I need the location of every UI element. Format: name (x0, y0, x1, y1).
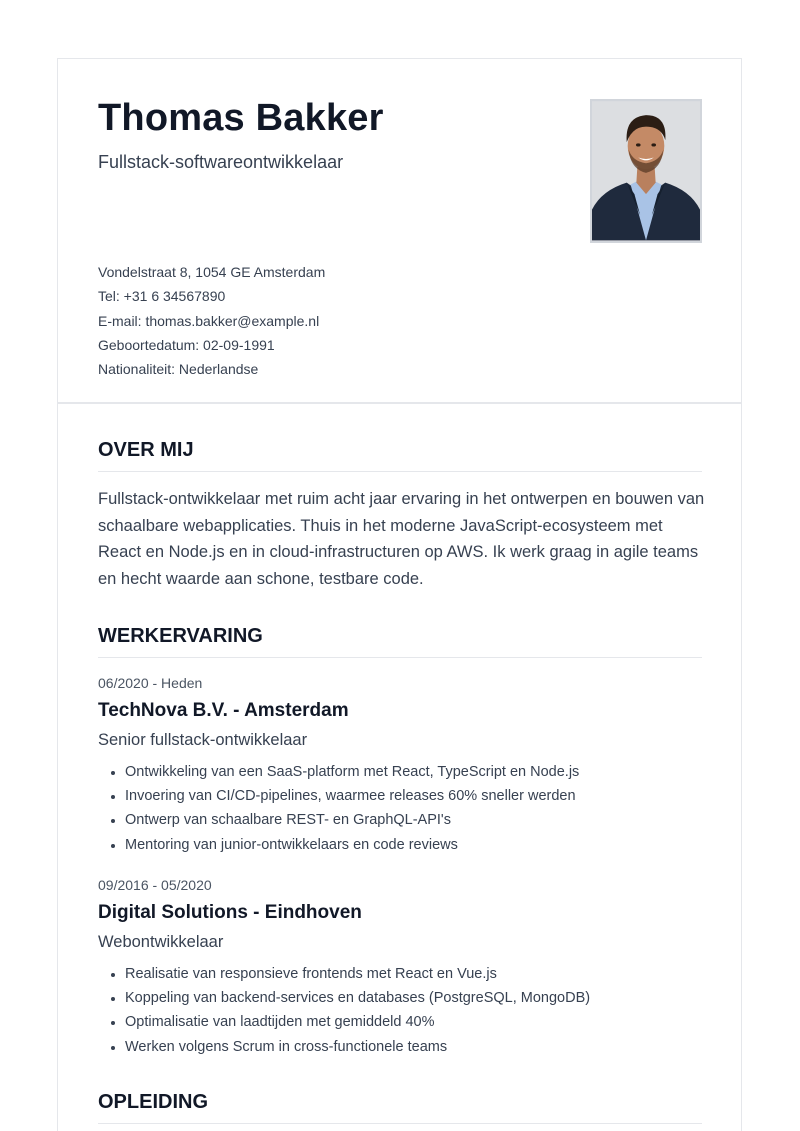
section-heading-about: OVER MIJ (98, 439, 702, 472)
job-role: Senior fullstack-ontwikkelaar (98, 731, 308, 749)
list-item: • Werken volgens Scrum in cross-functionele teams (125, 1035, 590, 1059)
job-company: TechNova B.V. - Amsterdam (98, 700, 349, 721)
about-text: Fullstack-ontwikkelaar met ruim acht jaar ervaring in het ontwerpen en bouwen van schaalbare webapplicaties. Thuis in het moderne JavaScript-ecosysteem met React en Node.js en in cloud-infrastructuren op AWS. Ik werk graag in agile teams en hecht waarde aan schone, testbare code. (98, 490, 705, 588)
section-heading-education: OPLEIDING (98, 1091, 702, 1124)
list-item: • Ontwikkeling van een SaaS-platform met React, TypeScript en Node.js (125, 760, 579, 784)
profile-photo (590, 99, 702, 243)
contact-nationality: Nationaliteit: Nederlandse (98, 361, 259, 378)
job-responsibilities (98, 760, 579, 857)
resume-page (57, 58, 742, 1131)
list-item: • Optimalisatie van laadtijden met gemiddeld 40% (125, 1010, 590, 1034)
list-item: • Koppeling van backend-services en databases (PostgreSQL, MongoDB) (125, 986, 590, 1010)
contact-phone: Tel: +31 6 34567890 (98, 288, 226, 305)
contact-address: Vondelstraat 8, 1054 GE Amsterdam (98, 264, 326, 280)
list-item: • Invoering van CI/CD-pipelines, waarmee releases 60% sneller werden (125, 784, 579, 808)
resume-header (58, 59, 741, 404)
candidate-name: Thomas Bakker (98, 97, 384, 139)
list-item: • Realisatie van responsieve frontends met React en Vue.js (125, 962, 590, 986)
contact-email: E-mail: thomas.bakker@example.nl (98, 312, 320, 329)
contact-details (98, 260, 325, 381)
job-role: Webontwikkelaar (98, 933, 224, 951)
list-item: • Mentoring van junior-ontwikkelaars en code reviews (125, 833, 579, 857)
job-period: 09/2016 - 05/2020 (98, 877, 212, 893)
job-responsibilities (98, 962, 590, 1059)
job-period: 06/2020 - Heden (98, 675, 203, 691)
list-item: • Ontwerp van schaalbare REST- en GraphQL-API's (125, 808, 579, 832)
job-title: Fullstack-softwareontwikkelaar (98, 152, 344, 172)
job-company: Digital Solutions - Eindhoven (98, 902, 362, 923)
contact-birthdate: Geboortedatum: 02-09-1991 (98, 336, 275, 353)
section-heading-experience: WERKERVARING (98, 625, 702, 658)
